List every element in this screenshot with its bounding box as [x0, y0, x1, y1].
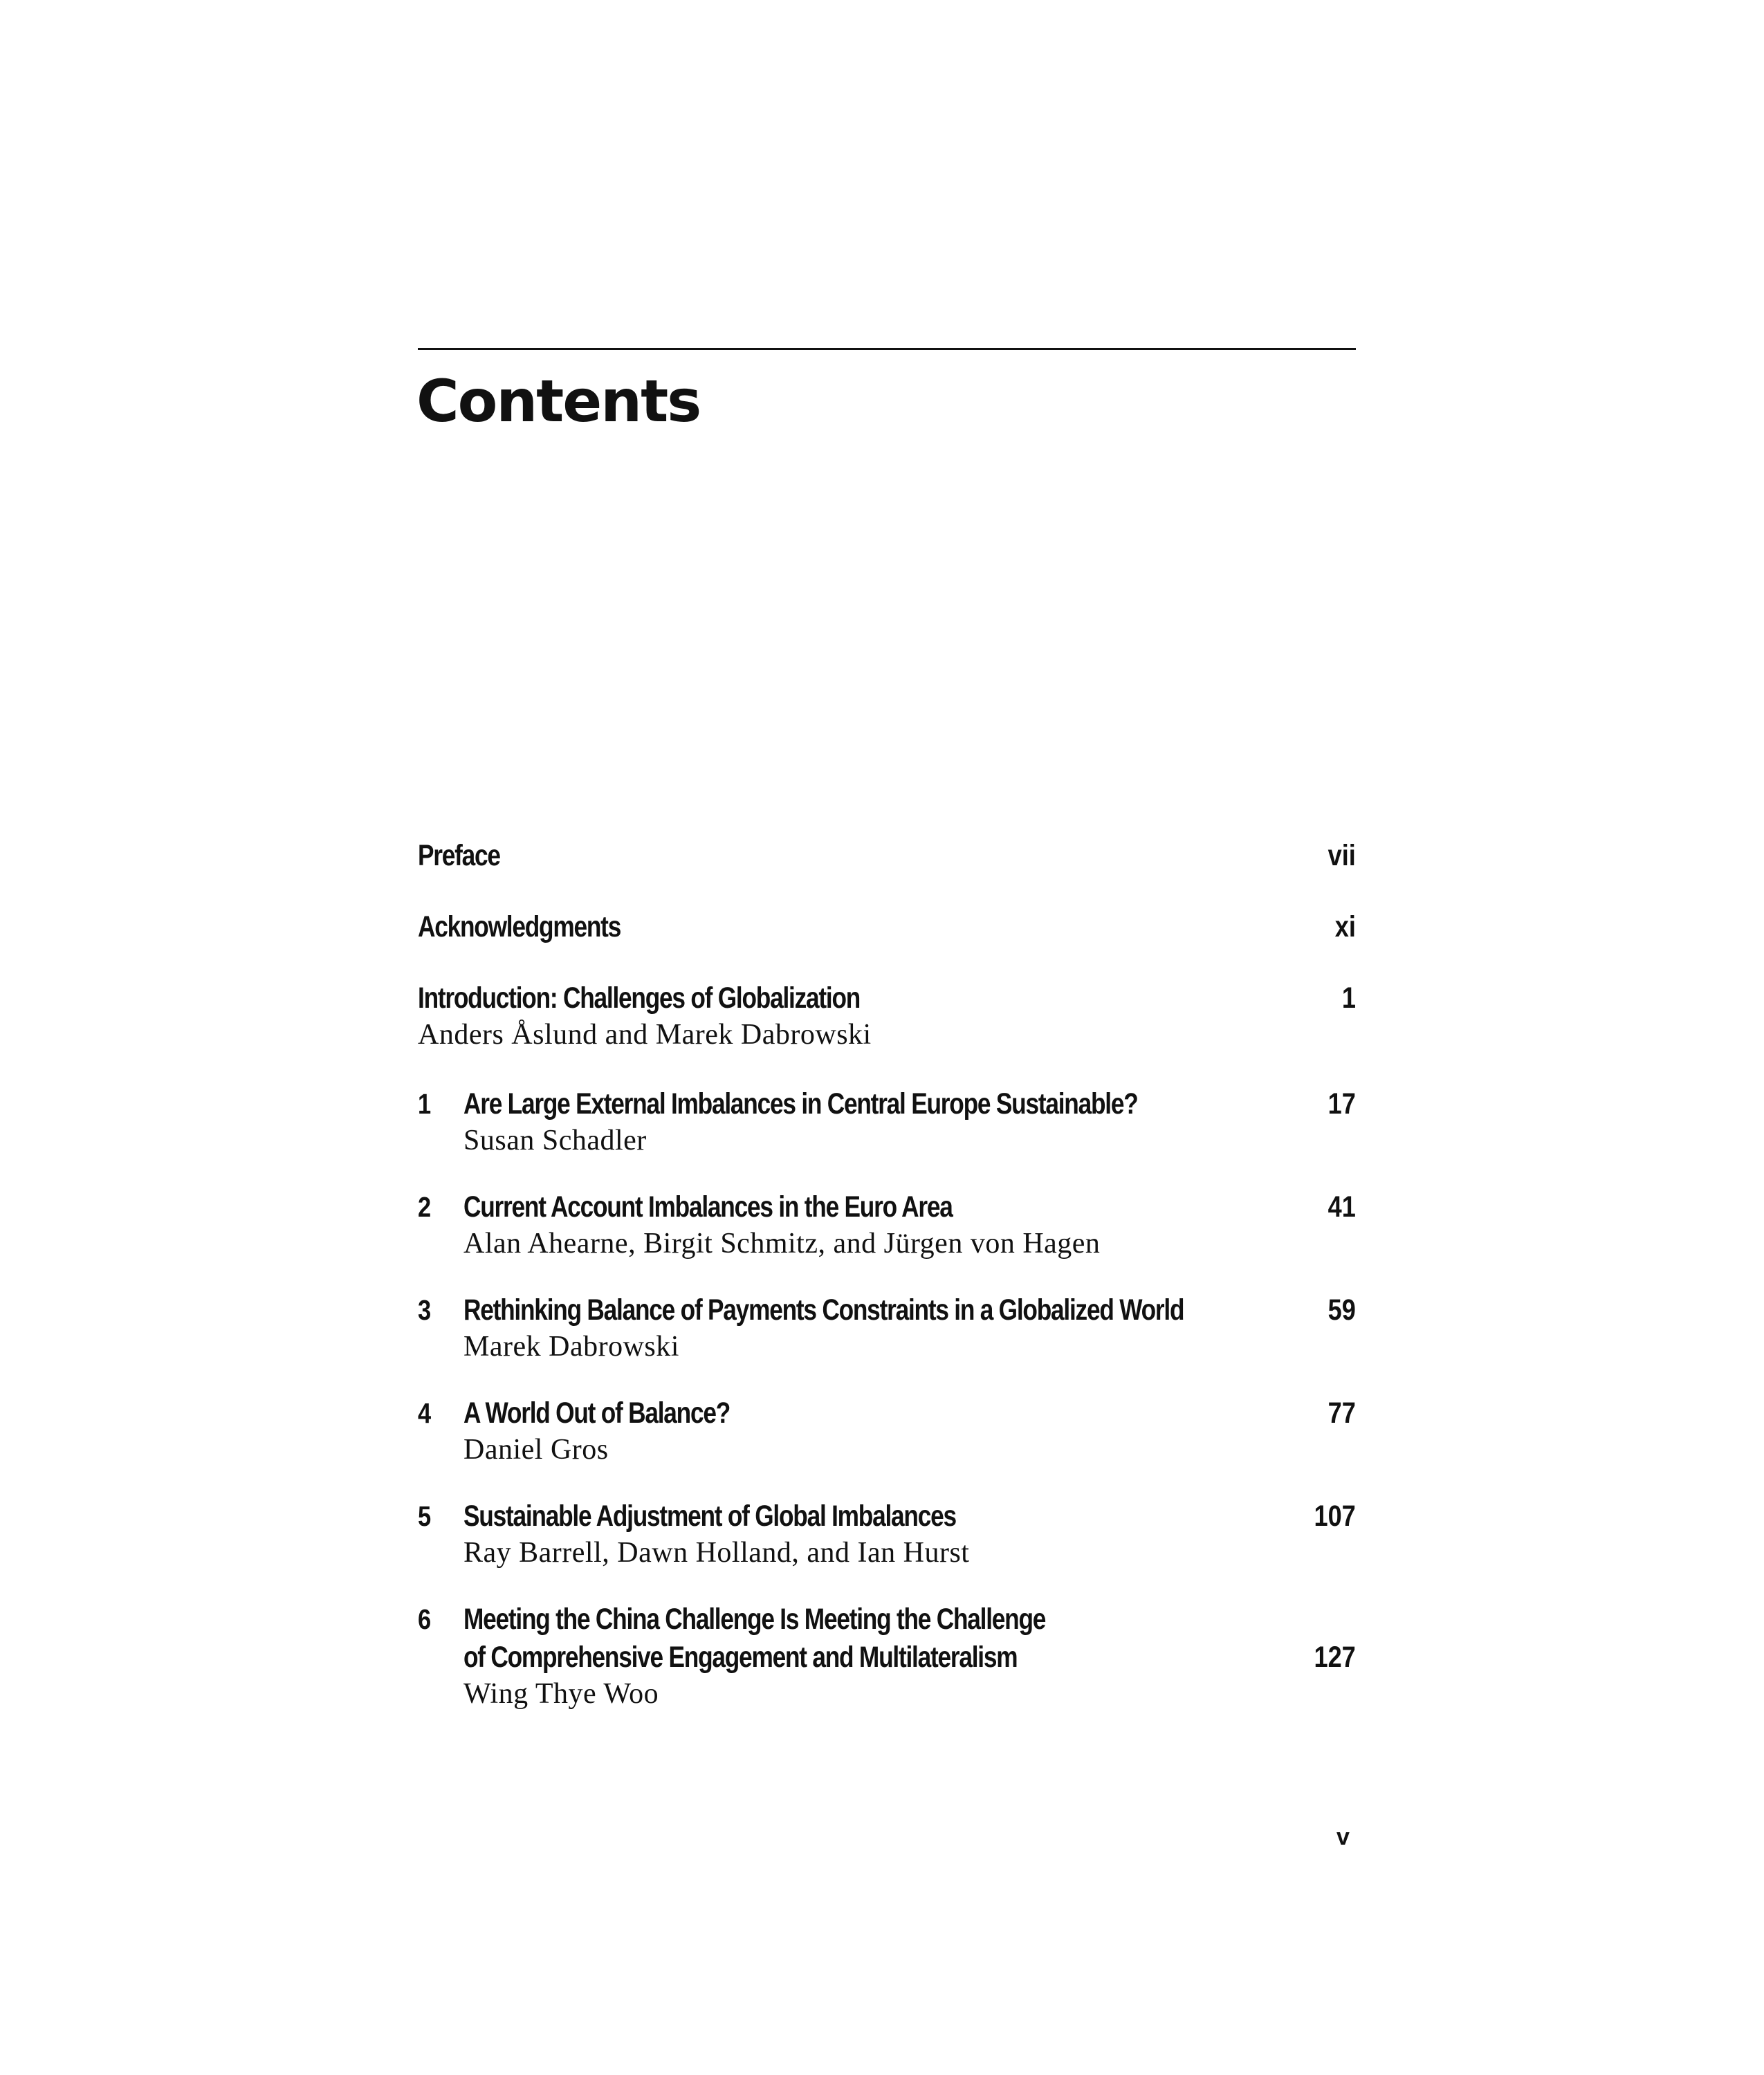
entry-page-number: 127 — [1314, 1641, 1356, 1674]
toc-entry-introduction[interactable] — [418, 979, 1356, 1052]
entry-title: Rethinking Balance of Payments Constraints in a Globalized World — [463, 1293, 1184, 1327]
entry-author: Alan Ahearne, Birgit Schmitz, and Jürgen von Hagen — [463, 1228, 1101, 1260]
entry-author: Wing Thye Woo — [463, 1678, 659, 1710]
entry-author: Anders Åslund and Marek Dabrowski — [418, 1019, 872, 1051]
entry-title: Are Large External Imbalances in Central Europe Sustainable? — [463, 1087, 1138, 1120]
entry-title: Introduction: Challenges of Globalization — [418, 981, 861, 1015]
chapter-number: 2 — [418, 1191, 432, 1223]
chapter-number: 6 — [418, 1603, 432, 1635]
entry-title: Current Account Imbalances in the Euro Area — [463, 1190, 953, 1224]
toc-entry-chapter-2[interactable] — [418, 1188, 1356, 1261]
toc-entry-chapter-3[interactable] — [418, 1291, 1356, 1364]
entry-page-number: 59 — [1327, 1293, 1356, 1327]
entry-page-number: xi — [1334, 910, 1356, 943]
entry-author: Ray Barrell, Dawn Holland, and Ian Hurst — [463, 1537, 970, 1569]
entry-page-number: 1 — [1341, 981, 1356, 1015]
entry-page-number: 41 — [1327, 1190, 1356, 1224]
entry-author: Marek Dabrowski — [463, 1331, 679, 1363]
toc-entry-acknowledgments[interactable] — [418, 908, 1356, 946]
toc-entry-chapter-1[interactable] — [418, 1085, 1356, 1158]
chapter-number: 3 — [418, 1294, 432, 1326]
toc-entry-chapter-4[interactable] — [418, 1394, 1356, 1467]
entry-title: Sustainable Adjustment of Global Imbalances — [463, 1500, 956, 1533]
entry-title: Acknowledgments — [418, 910, 621, 943]
header-rule — [418, 348, 1356, 350]
entry-title-continued: of Comprehensive Engagement and Multilateralism — [463, 1641, 1018, 1674]
entry-title: Preface — [418, 839, 500, 872]
entry-page-number: 77 — [1327, 1396, 1356, 1430]
entry-title: Meeting the China Challenge Is Meeting the Challenge — [463, 1603, 1046, 1636]
entry-page-number: 107 — [1314, 1500, 1356, 1533]
entry-author: Daniel Gros — [463, 1434, 609, 1466]
toc-entry-chapter-5[interactable] — [418, 1497, 1356, 1570]
toc-entry-preface[interactable] — [418, 837, 1356, 875]
chapter-number: 1 — [418, 1088, 432, 1120]
table-of-contents — [418, 837, 1356, 1742]
chapter-number: 5 — [418, 1500, 432, 1532]
entry-title: A World Out of Balance? — [463, 1396, 731, 1430]
chapter-number: 4 — [418, 1397, 432, 1429]
entry-page-number: 17 — [1327, 1087, 1356, 1120]
entry-author: Susan Schadler — [463, 1125, 647, 1156]
entry-page-number: vii — [1327, 839, 1356, 872]
page-title: Contents — [416, 367, 701, 435]
toc-entry-chapter-6[interactable] — [418, 1601, 1356, 1711]
page-folio: v — [1336, 1824, 1350, 1850]
